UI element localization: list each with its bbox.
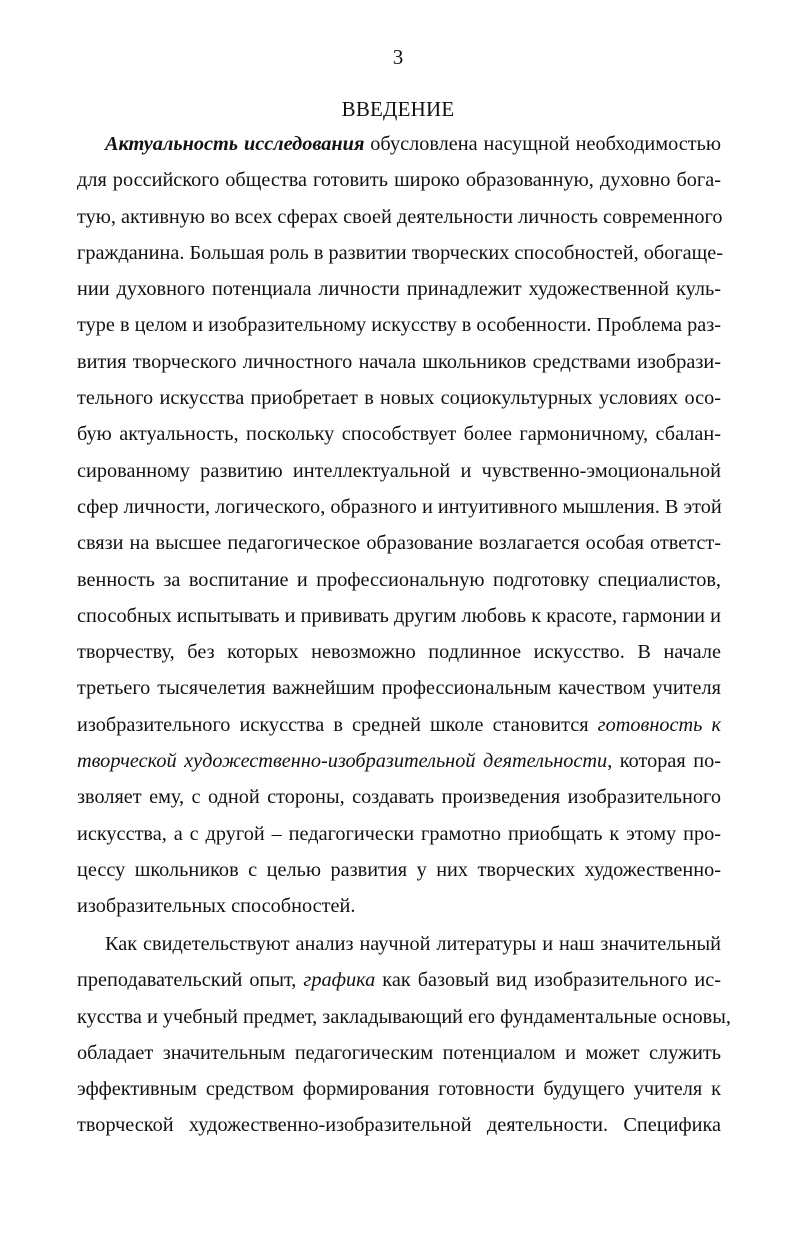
text-line: цессу школьников с целью развития у них творческих художественно- [77, 858, 721, 881]
text-line: сированному развитию интеллектуальной и чувственно-эмоциональной [77, 459, 721, 482]
text-line: венность за воспитание и профессиональную подготовку специалистов, [77, 568, 721, 591]
text-line: бую актуальность, поскольку способствует более гармоничному, сбалан- [77, 423, 721, 446]
text-line [77, 126, 721, 162]
text-line: вития творческого личностного начала школьников средствами изобрази- [77, 350, 721, 373]
emphasis-creative-activity: творческой художественно-изобразительной деятельности [77, 750, 608, 773]
emphasis-graphics: графика [303, 969, 376, 992]
text-line: творчеству, без которых невозможно подлинное искусство. В начале [77, 641, 721, 664]
text-line: тую, активную во всех сферах своей деятельности личность современного [77, 205, 723, 228]
text-line-content: преподавательский опыт, [77, 969, 304, 992]
text-line-content: как базовый вид изобразительного ис- [375, 969, 721, 992]
text-line: гражданина. Большая роль в развитии творческих способностей, обогаще- [77, 241, 724, 264]
text-line: для российского общества готовить широко образованную, духовно бога- [77, 169, 721, 192]
text-line: третьего тысячелетия важнейшим профессиональным качеством учителя [77, 677, 721, 700]
text-line [77, 743, 721, 779]
text-line: зволяет ему, с одной стороны, создавать произведения изобразительного [77, 786, 721, 809]
text-line: обладает значительным педагогическим потенциалом и может служить [77, 1041, 721, 1064]
text-line: нии духовного потенциала личности принадлежит художественной куль- [77, 278, 721, 301]
text-line: изобразительных способностей. [77, 895, 356, 918]
text-line: сфер личности, логического, образного и интуитивного мышления. В этой [77, 495, 722, 518]
text-line-content: обусловлена насущной необходимостью [364, 133, 721, 155]
text-line: творческой художественно-изобразительной деятельности. Специфика [77, 1114, 721, 1137]
text-line: эффективным средством формирования готовности будущего учителя к [77, 1078, 721, 1101]
text-line: кусства и учебный предмет, закладывающий его фундаментальные основы, [77, 1005, 731, 1028]
text-line: туре в целом и изобразительному искусству в особенности. Проблема раз- [77, 314, 722, 337]
text-line [77, 707, 721, 743]
text-line: связи на высшее педагогическое образование возлагается особая ответст- [77, 532, 721, 555]
text-line-content: , которая по- [607, 750, 721, 773]
text-line: тельного искусства приобретает в новых социокультурных условиях осо- [77, 387, 721, 410]
text-line-content: изобразительного искусства в средней школе становится [77, 713, 598, 736]
emphasis-readiness: готовность к [597, 713, 721, 736]
emphasis-relevance: Актуальность исследования [105, 133, 365, 155]
page-number: 3 [392, 45, 404, 69]
paragraph-graphics [77, 926, 731, 1144]
paragraph-relevance [77, 126, 724, 925]
text-line: искусства, а с другой – педагогически грамотно приобщать к этому про- [77, 822, 721, 845]
text-line [77, 962, 721, 998]
text-line: способных испытывать и прививать другим любовь к красоте, гармонии и [77, 604, 721, 627]
text-line: Как свидетельствуют анализ научной литературы и наш значительный [105, 933, 721, 955]
section-heading: ВВЕДЕНИЕ [341, 97, 455, 121]
